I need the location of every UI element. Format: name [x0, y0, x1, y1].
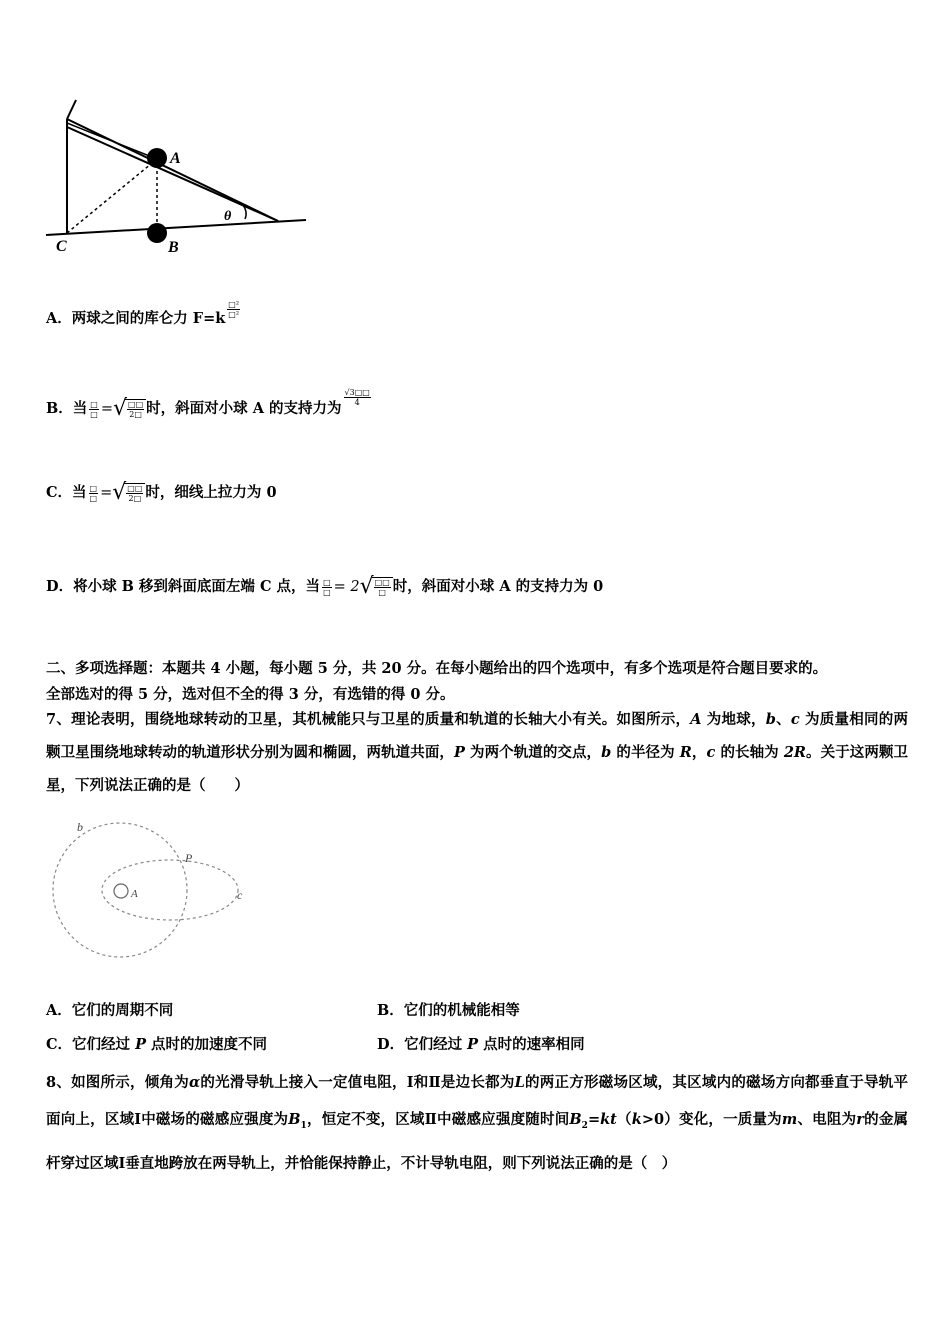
- q8-var-r: r: [856, 1111, 864, 1128]
- q8-var-b2-sub: 2: [581, 1120, 588, 1131]
- fraction-numerator: □: [323, 577, 331, 587]
- label-a: A: [170, 150, 181, 167]
- q7-option-a-text: A．它们的周期不同: [46, 1002, 174, 1019]
- fig-label-p: P: [185, 851, 193, 865]
- incline-lower-edge: [67, 127, 278, 221]
- q7-text-8: 。关于这两颗卫星，下列说法正确的是（ ）: [46, 744, 908, 794]
- option-b-eq: =: [100, 401, 113, 417]
- option-b-sqrt: √ $\frac{□□}{2□}$: [113, 398, 146, 420]
- q8-var-l: L: [514, 1074, 525, 1091]
- option-c-eq: =: [100, 485, 113, 501]
- q8-var-b2: B: [569, 1111, 582, 1128]
- option-b-mid: 时，斜面对小球 A 的支持力为: [146, 400, 342, 417]
- q7-var-r: R: [679, 744, 692, 761]
- option-c-sqrt: √ $\frac{□□}{2□}$: [112, 482, 145, 504]
- fig-label-c: c: [237, 888, 243, 902]
- option-c-fraction: [89, 484, 99, 503]
- fraction-denominator: □: [89, 493, 98, 503]
- q7-option-a[interactable]: [46, 1001, 173, 1021]
- q7-var-c2: c: [706, 744, 716, 761]
- option-d-prefix: D．将小球 B 移到斜面底面左端 C 点，当: [46, 578, 321, 595]
- q7-text-7: 的长轴为: [715, 744, 784, 761]
- q6-option-b[interactable]: [46, 388, 373, 420]
- label-c: C: [56, 238, 67, 255]
- q7-option-d-p: P: [467, 1036, 479, 1053]
- q7-option-c[interactable]: [46, 1035, 267, 1055]
- q8-text-2: 的光滑导轨上接入一定值电阻，Ⅰ和Ⅱ是边长都为: [200, 1074, 515, 1091]
- pole-top: [67, 100, 76, 119]
- fraction-denominator: □: [323, 587, 331, 597]
- q8-var-k: k: [631, 1111, 642, 1128]
- q7-option-c-p: P: [135, 1036, 146, 1053]
- q7-var-b2: b: [601, 744, 612, 761]
- option-b-prefix: B．当: [46, 400, 88, 417]
- q7-text-4: 为两个轨道的交点，: [464, 744, 602, 761]
- q7-var-c: c: [790, 711, 800, 728]
- q8-stem: [46, 1064, 908, 1182]
- section-2-heading: [46, 656, 916, 708]
- option-c-prefix: C．当: [46, 484, 87, 501]
- q8-var-kt: kt: [600, 1111, 617, 1128]
- q7-option-b-text: B．它们的机械能相等: [377, 1002, 520, 1019]
- label-b: B: [168, 239, 179, 256]
- incline-upper-edge: [67, 119, 278, 221]
- fraction-numerator: □: [90, 399, 98, 409]
- fraction-denominator: □²: [228, 310, 240, 319]
- q7-var-p: P: [453, 744, 465, 761]
- q8-text-1: 8、如图所示，倾角为: [46, 1074, 189, 1091]
- orbit-c-ellipse: [102, 860, 238, 920]
- q6-option-d[interactable]: [46, 576, 603, 598]
- q8-text-3: 的两正方形磁场区域，其区域内的磁场方向都垂直于导轨平面向上，区域Ⅰ中磁场的磁感应强度为: [46, 1074, 908, 1128]
- option-d-sqrt: √ $\frac{□□}{□}$: [360, 576, 393, 598]
- option-d-mid: 时，斜面对小球 A 的支持力为 0: [392, 578, 604, 595]
- ball-b: [147, 223, 167, 243]
- orbit-b-circle: [53, 823, 187, 957]
- sqrt-numerator: □□: [128, 399, 144, 409]
- fig-label-a: A: [131, 888, 138, 900]
- fraction-numerator: □²: [228, 300, 240, 309]
- option-a-text: A．两球之间的库仑力 F=k: [46, 310, 226, 327]
- option-d-eq: = 2: [333, 579, 360, 595]
- sqrt-numerator: □□: [127, 483, 143, 493]
- label-theta: θ: [224, 209, 232, 224]
- q7-var-2r: 2R: [783, 744, 806, 761]
- q8-var-b1: B: [288, 1111, 301, 1128]
- q8-text-6: （: [616, 1111, 632, 1128]
- sqrt-numerator: □□: [374, 577, 390, 587]
- q7-text-1: 7、理论表明，围绕地球转动的卫星，其机械能只与卫星的质量和轨道的长轴大小有关。如图所示，: [46, 711, 691, 728]
- q7-option-c-text1: C．它们经过: [46, 1036, 136, 1053]
- q7-option-c-text2: 点时的加速度不同: [146, 1036, 268, 1053]
- option-b-result: [344, 388, 371, 407]
- option-b-fraction: [89, 400, 99, 419]
- q8-text-7: >0）变化，一质量为: [641, 1111, 782, 1128]
- option-c-mid: 时，细线上拉力为 0: [145, 484, 277, 501]
- q7-text-3: 为质量相同的两颗卫星围绕地球转动的轨道形状分别为圆和椭圆，两轨道共面，: [46, 711, 908, 761]
- q7-text-5: 的半径为: [611, 744, 680, 761]
- incline-figure: [40, 95, 320, 265]
- dashed-ca: [67, 159, 157, 233]
- q7-var-b: b: [765, 711, 776, 728]
- sqrt-denominator: □: [378, 587, 386, 597]
- q7-comma: 、: [775, 711, 791, 728]
- q8-var-m: m: [781, 1111, 798, 1128]
- q8-text-4: ，恒定不变，区域Ⅱ中磁感应强度随时间: [306, 1111, 570, 1128]
- q7-option-d[interactable]: [377, 1035, 585, 1055]
- section-2-line2: 全部选对的得 5 分，选对但不全的得 3 分，有选错的得 0 分。: [46, 686, 455, 703]
- sqrt-denominator: 2□: [128, 493, 142, 503]
- q7-text-6: ，: [691, 744, 707, 761]
- option-d-fraction: [322, 578, 332, 597]
- result-denominator: 4: [354, 398, 360, 407]
- q8-text-8: 、电阻为: [797, 1111, 857, 1128]
- q8-text-9: 的金属杆穿过区域Ⅰ垂直地跨放在两导轨上，并恰能保持静止，不计导轨电阻，则下列说法正确的是（ ）: [46, 1111, 909, 1172]
- fraction-numerator: □: [89, 483, 98, 493]
- q7-stem: [46, 703, 908, 802]
- fraction-denominator: □: [90, 409, 98, 419]
- orbit-figure: [45, 815, 265, 975]
- result-numerator: √3□□: [344, 388, 370, 397]
- q8-text-5: =: [587, 1111, 601, 1128]
- q7-text-2: 为地球，: [701, 711, 766, 728]
- option-a-fraction: [227, 300, 240, 319]
- q8-var-alpha: α: [188, 1074, 201, 1091]
- q8-var-b1-sub: 1: [300, 1120, 307, 1131]
- q7-option-d-text1: D．它们经过: [377, 1036, 468, 1053]
- q7-option-d-text2: 点时的速率相同: [478, 1036, 585, 1053]
- sqrt-denominator: 2□: [129, 409, 142, 419]
- fig-label-b: b: [77, 820, 83, 834]
- q6-option-c[interactable]: [46, 482, 277, 504]
- thread-line: [67, 123, 157, 159]
- q6-option-a[interactable]: [46, 300, 242, 329]
- q7-option-b[interactable]: [377, 1001, 520, 1021]
- earth-circle: [114, 884, 128, 898]
- ball-a: [147, 148, 167, 168]
- section-2-line1: 二、多项选择题：本题共 4 小题，每小题 5 分，共 20 分。在每小题给出的四个选项中，有多个选项是符合题目要求的。: [46, 660, 828, 677]
- ground-line: [46, 220, 306, 235]
- q7-var-a: A: [690, 711, 702, 728]
